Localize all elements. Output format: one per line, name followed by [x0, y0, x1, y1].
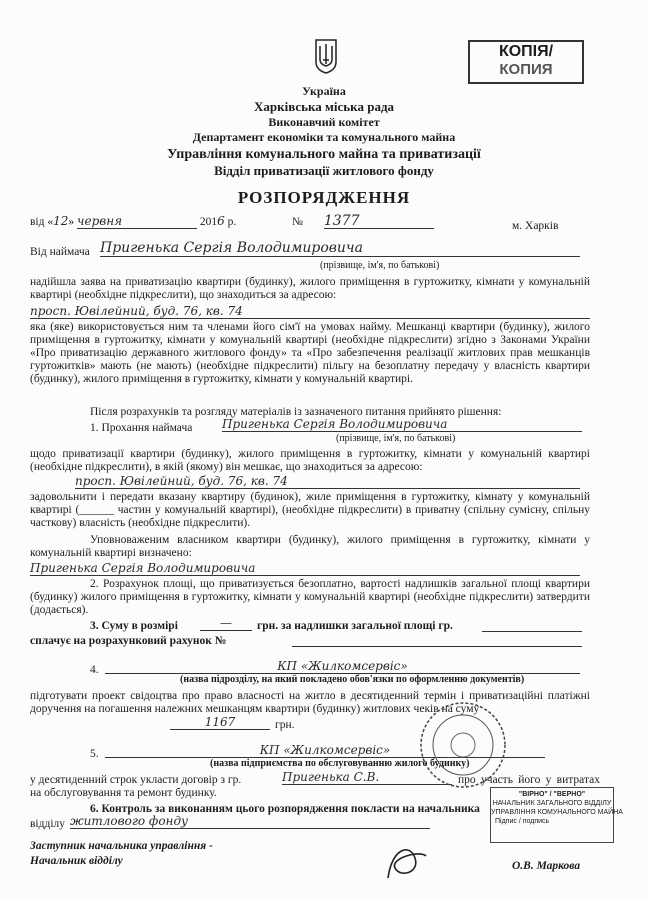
certified-stamp-l4: Підпис / подпись — [495, 818, 550, 825]
item3-text: грн. за надлишки загальної площі гр. — [257, 620, 453, 632]
item4-label: 4. — [90, 664, 99, 676]
certified-stamp-l2: НАЧАЛЬНИК ЗАГАЛЬНОГО ВІДДІЛУ — [492, 800, 612, 807]
council-label: Харківська міська рада — [253, 99, 395, 114]
applicant-name: Пригенька Сергія Володимировича — [100, 240, 580, 257]
intro-paragraph-2: яка (яке) використовується ним та членами його сім'ї на умовах найму. Мешканці квартири (будинку), жилого приміщення в гуртожитку, кімнати у комунальній квартирі (необхідне підкреслити) згідно з Законами України «Про приватизацію державного житлового фонду» та «Про забезпечення реалізації житлових прав мешканців гуртожитків» мають (не мають) (необхідне підкреслити) пільгу на безоплатну передачу у власність квартири (будинку), жилого приміщення в гуртожитку, кімнати у комунальній квартирі. — [30, 321, 590, 385]
item6-dept: відділу — [30, 818, 66, 830]
copy-stamp — [468, 40, 584, 84]
signer-name: О.В. Маркова — [512, 860, 581, 872]
owner-name: Пригенька Сергія Володимировича — [30, 561, 580, 576]
date-month: червня — [77, 215, 197, 229]
item4-value: КП «Жилкомсервіс» — [105, 659, 580, 674]
item3-account-line — [292, 646, 582, 647]
item5-value: КП «Жилкомсервіс» — [105, 743, 545, 758]
item1-text2: задовольнити і передати вказану квартиру (будинок), жиле приміщення в гуртожитку, кімнату у комунальній квартирі (______ частин у комунальній квартирі), (необхідне підкреслити) в приватну (спільну сумісну, спільну часткову) власність (необхідне підкреслити). — [30, 491, 590, 529]
trident-emblem-icon — [314, 38, 338, 74]
item5-text: у десятиденний строк укласти договір з гр. — [30, 774, 242, 786]
applicant-hint: (прізвище, ім'я, по батькові) — [320, 260, 440, 271]
item5-tail: про участь його у витратах на обслуговування та ремонт будинку. — [30, 774, 600, 799]
item5-label: 5. — [90, 748, 99, 760]
certified-stamp-l3: УПРАВЛІННЯ КОМУНАЛЬНОГО МАЙНА — [491, 809, 623, 816]
order-number: № 1377 — [292, 215, 434, 229]
item4-currency: грн. — [275, 719, 295, 731]
date-line: від «12» червня 2016 р. — [30, 214, 237, 228]
signer-role-2: Начальник відділу — [30, 855, 123, 867]
item3-text2: сплачує на розрахунковий рахунок № — [30, 635, 227, 647]
item3-label: 3. Суму в розмірі — [90, 620, 178, 632]
city-label: м. Харків — [512, 220, 559, 232]
date-day: 12 — [53, 214, 69, 228]
item1-label: 1. Прохання наймача — [90, 422, 193, 434]
item5-name: Пригенька С.В. — [282, 770, 452, 785]
item6-text: 6. Контроль за виконанням цього розпорядження покласти на начальника — [90, 803, 480, 815]
item1-text: щодо приватизації квартири (будинку), жилого приміщення в гуртожитку, кімнати у комунальній квартирі (необхідне підкреслити), в якій (якому) він мешкає, що знаходиться за адресою: — [30, 448, 590, 473]
copy-stamp-line2: КОПИЯ — [499, 61, 553, 78]
country-label: Україна — [302, 84, 346, 98]
item4-text: підготувати проект свідоцтва про право власності на житло в десятиденний термін і приватизаційні платіжні доручення на погашення належних мешканцям квартири (будинку) житлових чеків на суму — [30, 690, 590, 715]
certified-stamp-l1: "ВІРНО" / "ВЕРНО" — [518, 791, 586, 798]
item1-name: Пригенька Сергія Володимировича — [222, 417, 582, 432]
certified-stamp — [490, 787, 623, 843]
item3-name-line — [482, 631, 582, 632]
office-label: Управління комунального майна та приватизації — [167, 147, 481, 162]
date-year-digit: 6 — [217, 214, 225, 228]
round-seal-icon — [418, 700, 508, 790]
item5-hint: (назва підприємства по обслуговуванню жилого будинку) — [210, 758, 470, 769]
item3-amount: — — [200, 616, 252, 631]
decision-intro: Після розрахунків та розгляду матеріалів із зазначеного питання прийнято рішення: — [90, 406, 502, 418]
applicant-label: Від наймача — [30, 246, 90, 258]
item1-hint: (прізвище, ім'я, по батькові) — [336, 433, 456, 444]
item4-hint: (назва підрозділу, на який покладено обов'язки по оформленню документів) — [180, 674, 525, 685]
department-label: Департамент економіки та комунального майна — [192, 130, 456, 144]
item6-handwriting: житлового фонду — [70, 814, 430, 829]
document-title: РОЗПОРЯДЖЕННЯ — [237, 188, 411, 207]
copy-stamp-line1: КОПІЯ/ — [498, 43, 554, 60]
item4-sum: 1167 — [170, 715, 270, 730]
committee-label: Виконавчий комітет — [268, 115, 380, 129]
item2-text: 2. Розрахунок площі, що приватизується безоплатно, вартості надлишків загальної площі квартири (будинку) жилого приміщення в гуртожитку, кімнати у комунальній квартирі (необхідне підкреслити) затвердити (додається). — [30, 578, 590, 616]
division-label: Відділ приватизації житлового фонду — [214, 163, 434, 178]
property-address: просп. Ювілейний, буд. 76, кв. 74 — [30, 304, 590, 319]
owner-text: Уповноваженим власником квартири (будинку), жилого приміщення в гуртожитку, кімнати у комунальній квартирі визначено: — [30, 534, 590, 559]
item1-address: просп. Ювілейний, буд. 76, кв. 74 — [75, 474, 580, 489]
intro-paragraph-1: надійшла заява на приватизацію квартири (будинку), жилого приміщення в гуртожитку, кімнати у комунальній квартирі (необхідне підкреслити), що знаходиться за адресою: — [30, 276, 590, 301]
signature-scribble-icon — [380, 838, 430, 883]
order-number-value: 1377 — [324, 215, 434, 229]
signer-role-1: Заступник начальника управління - — [30, 840, 213, 852]
